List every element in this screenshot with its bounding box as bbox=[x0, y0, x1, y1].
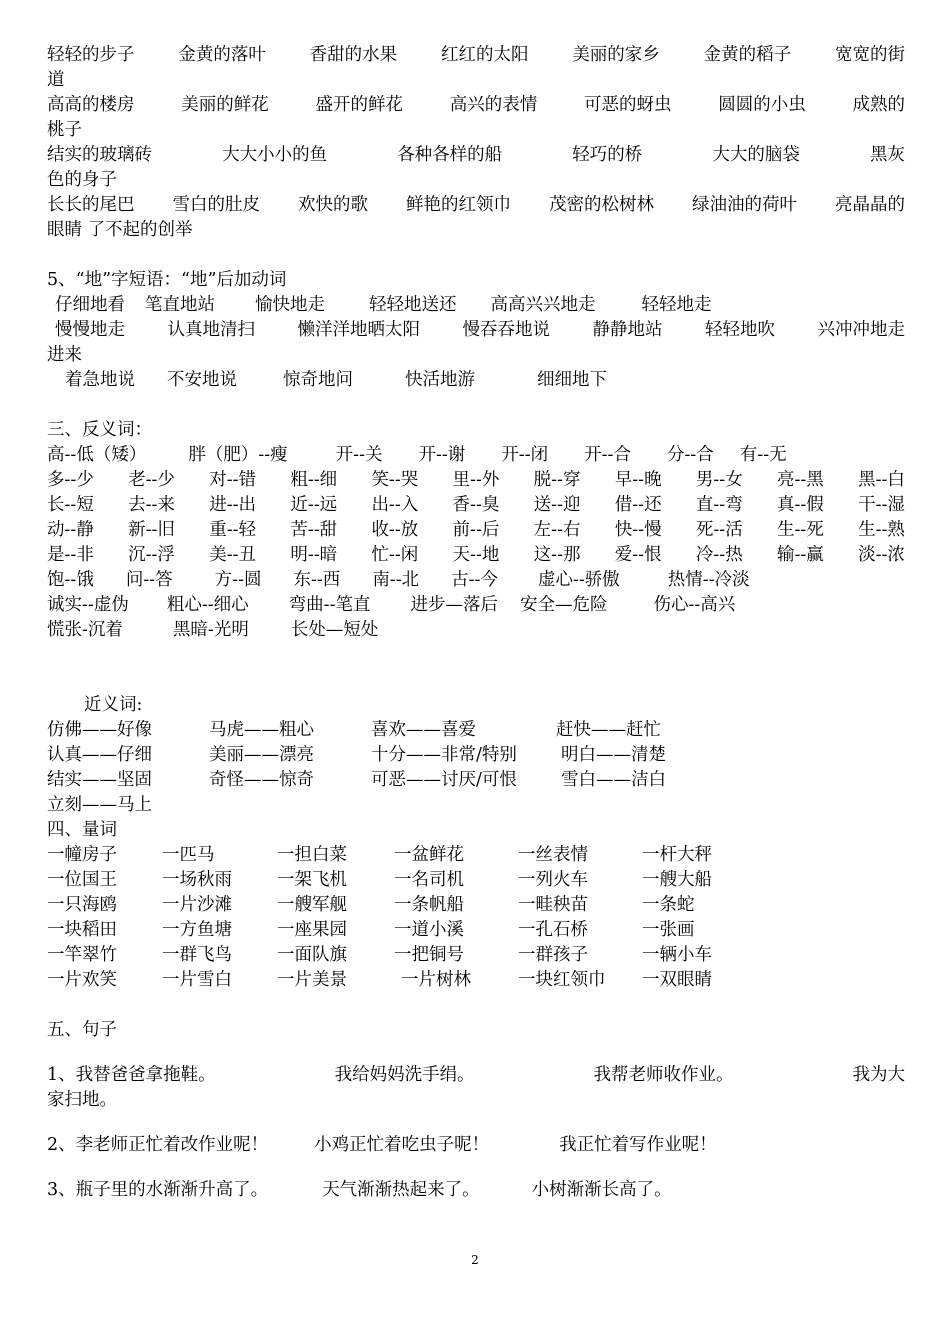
phrase: 高高的楼房 bbox=[47, 95, 135, 115]
synonym-row-3 bbox=[47, 768, 761, 793]
phrase: 金黄的稻子 bbox=[703, 45, 792, 65]
measure-phrase: 一条帆船 bbox=[394, 895, 464, 915]
antonym-pair: 伤心--高兴 bbox=[653, 595, 736, 615]
synonym-pair: 可恶——讨厌/可恨 bbox=[371, 770, 517, 790]
measure-phrase: 一群孩子 bbox=[518, 945, 588, 965]
phrase: 兴冲冲地走 bbox=[817, 320, 905, 340]
measure-phrase: 一把铜号 bbox=[394, 945, 464, 965]
phrase: 高兴的表情 bbox=[449, 95, 538, 115]
antonym-pair: 东--西 bbox=[293, 570, 341, 590]
antonym-pair: 香--臭 bbox=[452, 495, 500, 515]
antonym-pair: 脱--穿 bbox=[533, 470, 581, 490]
section-heading-sentences: 五、句子 bbox=[47, 1020, 117, 1040]
di-row-2-cont: 进来 bbox=[47, 345, 82, 365]
antonym-pair: 苦--甜 bbox=[290, 520, 338, 540]
measure-phrase: 一张画 bbox=[642, 920, 695, 940]
sentence: 我为大 bbox=[852, 1065, 905, 1085]
synonym-row-2 bbox=[47, 743, 761, 768]
page-number: 2 bbox=[471, 1253, 479, 1267]
synonym-pair: 马虎——粗心 bbox=[209, 720, 314, 740]
measure-phrase: 一担白菜 bbox=[277, 845, 347, 865]
antonym-pair: 安全—危险 bbox=[519, 595, 608, 615]
measure-phrase: 一孔石桥 bbox=[518, 920, 588, 940]
measure-phrase: 一艘军舰 bbox=[277, 895, 347, 915]
measure-row-3 bbox=[47, 893, 762, 918]
antonym-pair: 冷--热 bbox=[695, 545, 743, 565]
antonym-pair: 直--弯 bbox=[695, 495, 743, 515]
synonym-pair: 认真——仔细 bbox=[47, 745, 152, 765]
antonym-pair: 男--女 bbox=[695, 470, 743, 490]
measure-phrase: 一双眼睛 bbox=[642, 970, 712, 990]
antonym-row-1 bbox=[47, 443, 821, 468]
synonym-pair: 仿佛——好像 bbox=[47, 720, 152, 740]
sentence: 小鸡正忙着吃虫子呢！ bbox=[314, 1135, 490, 1155]
sentence: 我给妈妈洗手绢。 bbox=[334, 1065, 475, 1085]
antonym-pair: 亮--黑 bbox=[776, 470, 824, 490]
antonym-row-2 bbox=[47, 468, 905, 493]
antonym-pair: 粗--细 bbox=[290, 470, 338, 490]
antonym-pair: 诚实--虚伪 bbox=[47, 595, 129, 615]
antonym-row-6 bbox=[47, 568, 784, 593]
antonym-pair: 胖（肥）--瘦 bbox=[188, 445, 288, 465]
antonym-pair: 生--熟 bbox=[858, 520, 905, 540]
antonym-pair: 天--地 bbox=[452, 545, 500, 565]
antonym-pair: 开--合 bbox=[584, 445, 631, 465]
measure-phrase: 一块稻田 bbox=[47, 920, 117, 940]
measure-phrase: 一面队旗 bbox=[277, 945, 347, 965]
phrase: 香甜的水果 bbox=[309, 45, 398, 65]
antonym-pair: 收--放 bbox=[371, 520, 419, 540]
antonym-pair: 饱--饿 bbox=[47, 570, 94, 590]
antonym-pair: 老--少 bbox=[128, 470, 175, 490]
antonym-pair: 输--赢 bbox=[776, 545, 824, 565]
phrase: 惊奇地问 bbox=[283, 370, 353, 390]
measure-phrase: 一场秋雨 bbox=[162, 870, 232, 890]
phrase: 静静地站 bbox=[592, 320, 663, 340]
sentence-1 bbox=[47, 1063, 905, 1088]
antonym-pair: 弯曲--笔直 bbox=[288, 595, 371, 615]
phrase: 认真地清扫 bbox=[167, 320, 255, 340]
phrase: 美丽的家乡 bbox=[572, 45, 660, 65]
phrase: 亮晶晶的 bbox=[835, 195, 905, 215]
measure-phrase: 一块红领巾 bbox=[518, 970, 606, 990]
antonym-pair: 忙--闲 bbox=[371, 545, 419, 565]
phrase: 红红的太阳 bbox=[440, 45, 529, 65]
phrase: 细细地下 bbox=[537, 370, 607, 390]
antonym-pair: 方--圆 bbox=[214, 570, 262, 590]
synonym-pair: 立刻——马上 bbox=[47, 795, 152, 815]
antonym-pair: 出--入 bbox=[371, 495, 419, 515]
di-row-2 bbox=[55, 318, 905, 343]
antonym-pair: 多--少 bbox=[47, 470, 94, 490]
measure-row-2 bbox=[47, 868, 762, 893]
measure-phrase: 一列火车 bbox=[518, 870, 588, 890]
phrase: 轻轻地走 bbox=[641, 295, 712, 315]
antonym-pair: 快--慢 bbox=[614, 520, 662, 540]
adj-row-4-cont: 眼睛 了不起的创举 bbox=[47, 220, 193, 240]
antonym-pair: 有--无 bbox=[739, 445, 787, 465]
synonym-pair: 喜欢——喜爱 bbox=[371, 720, 476, 740]
antonym-pair: 淡--浓 bbox=[858, 545, 905, 565]
synonym-pair: 雪白——洁白 bbox=[561, 770, 666, 790]
phrase: 慢慢地走 bbox=[55, 320, 125, 340]
measure-row-5 bbox=[47, 943, 762, 968]
phrase: 轻巧的桥 bbox=[572, 145, 643, 165]
measure-phrase: 一艘大船 bbox=[642, 870, 712, 890]
phrase: 懒洋洋地晒太阳 bbox=[297, 320, 420, 340]
section-heading-measure-words: 四、量词 bbox=[47, 820, 117, 840]
sentence: 我帮老师收作业。 bbox=[593, 1065, 734, 1085]
adj-row-2 bbox=[47, 93, 905, 118]
measure-phrase: 一片美景 bbox=[277, 970, 347, 990]
adj-row-3-cont: 色的身子 bbox=[47, 170, 117, 190]
antonym-pair: 死--活 bbox=[695, 520, 743, 540]
synonym-pair: 赶快——赶忙 bbox=[556, 720, 661, 740]
antonym-pair: 南--北 bbox=[372, 570, 420, 590]
sentence: 1、我替爸爸拿拖鞋。 bbox=[47, 1065, 216, 1085]
phrase: 大大小小的鱼 bbox=[222, 145, 328, 165]
antonym-pair: 送--迎 bbox=[533, 495, 581, 515]
phrase: 愉快地走 bbox=[255, 295, 325, 315]
adj-row-4 bbox=[47, 193, 905, 218]
phrase: 欢快的歌 bbox=[298, 195, 368, 215]
phrase: 金黄的落叶 bbox=[178, 45, 266, 65]
adj-row-1 bbox=[47, 43, 905, 68]
measure-phrase: 一片树林 bbox=[401, 970, 471, 990]
antonym-pair: 分--合 bbox=[666, 445, 714, 465]
antonym-row-4 bbox=[47, 518, 905, 543]
antonym-pair: 虚心--骄傲 bbox=[537, 570, 620, 590]
antonym-pair: 真--假 bbox=[776, 495, 824, 515]
phrase: 高高兴兴地走 bbox=[490, 295, 596, 315]
antonym-pair: 借--还 bbox=[614, 495, 662, 515]
antonym-pair: 问--答 bbox=[125, 570, 173, 590]
phrase: 仔细地看 bbox=[55, 295, 125, 315]
sentence-2 bbox=[47, 1133, 751, 1158]
measure-phrase: 一丝表情 bbox=[518, 845, 588, 865]
measure-phrase: 一群飞鸟 bbox=[162, 945, 232, 965]
synonym-pair: 明白——清楚 bbox=[561, 745, 666, 765]
antonym-pair: 明--暗 bbox=[290, 545, 338, 565]
antonym-pair: 新--旧 bbox=[128, 520, 175, 540]
measure-phrase: 一盆鲜花 bbox=[394, 845, 464, 865]
phrase: 美丽的鲜花 bbox=[181, 95, 269, 115]
measure-phrase: 一片欢笑 bbox=[47, 970, 117, 990]
adj-row-1-cont: 道 bbox=[47, 70, 65, 90]
measure-phrase: 一架飞机 bbox=[277, 870, 347, 890]
antonym-pair: 古--今 bbox=[451, 570, 498, 590]
phrase: 慢吞吞地说 bbox=[462, 320, 550, 340]
phrase: 轻轻地送还 bbox=[369, 295, 457, 315]
antonym-pair: 黑--白 bbox=[858, 470, 905, 490]
phrase: 绿油油的荷叶 bbox=[692, 195, 797, 215]
measure-phrase: 一竿翠竹 bbox=[47, 945, 117, 965]
synonym-row-1 bbox=[47, 718, 756, 743]
phrase: 宽宽的街 bbox=[834, 45, 905, 65]
measure-phrase: 一匹马 bbox=[162, 845, 215, 865]
di-row-3 bbox=[65, 368, 641, 393]
antonym-pair: 生--死 bbox=[776, 520, 824, 540]
sentence-1-cont: 家扫地。 bbox=[47, 1090, 117, 1110]
antonym-pair: 左--右 bbox=[533, 520, 581, 540]
antonym-row-8 bbox=[47, 618, 412, 643]
sentence: 天气渐渐热起来了。 bbox=[322, 1180, 480, 1200]
sentence: 2、李老师正忙着改作业呢！ bbox=[47, 1135, 269, 1155]
phrase: 盛开的鲜花 bbox=[315, 95, 403, 115]
phrase: 圆圆的小虫 bbox=[718, 95, 806, 115]
antonym-pair: 这--那 bbox=[533, 545, 581, 565]
antonym-pair: 开--谢 bbox=[418, 445, 466, 465]
antonym-pair: 开--闭 bbox=[501, 445, 549, 465]
measure-phrase: 一只海鸥 bbox=[47, 895, 117, 915]
antonym-pair: 长处—短处 bbox=[290, 620, 379, 640]
antonym-pair: 沉--浮 bbox=[128, 545, 175, 565]
adj-row-2-cont: 桃子 bbox=[47, 120, 82, 140]
antonym-pair: 高--低（矮） bbox=[47, 445, 147, 465]
measure-phrase: 一道小溪 bbox=[394, 920, 464, 940]
antonym-row-3 bbox=[47, 493, 905, 518]
synonym-pair: 十分——非常/特别 bbox=[371, 745, 517, 765]
measure-phrase: 一条蛇 bbox=[642, 895, 695, 915]
antonym-pair: 爱--恨 bbox=[614, 545, 662, 565]
synonym-pair: 奇怪——惊奇 bbox=[209, 770, 314, 790]
antonym-row-7 bbox=[47, 593, 769, 618]
antonym-pair: 重--轻 bbox=[209, 520, 257, 540]
phrase: 雪白的肚皮 bbox=[172, 195, 260, 215]
adj-row-3 bbox=[47, 143, 905, 168]
antonym-pair: 动--静 bbox=[47, 520, 94, 540]
antonym-pair: 近--远 bbox=[290, 495, 338, 515]
phrase: 着急地说 bbox=[65, 370, 135, 390]
sentence: 我正忙着写作业呢！ bbox=[559, 1135, 717, 1155]
measure-phrase: 一片雪白 bbox=[162, 970, 232, 990]
phrase: 结实的玻璃砖 bbox=[47, 145, 152, 165]
section-heading-synonyms: 近义词: bbox=[84, 695, 143, 715]
antonym-pair: 黑暗-光明 bbox=[172, 620, 249, 640]
antonym-pair: 热情--冷淡 bbox=[667, 570, 750, 590]
antonym-pair: 早--晚 bbox=[614, 470, 662, 490]
phrase: 长长的尾巴 bbox=[47, 195, 135, 215]
antonym-pair: 美--丑 bbox=[209, 545, 257, 565]
measure-phrase: 一辆小车 bbox=[642, 945, 712, 965]
phrase: 茂密的松树林 bbox=[549, 195, 654, 215]
measure-row-6 bbox=[47, 968, 762, 993]
measure-phrase: 一名司机 bbox=[394, 870, 464, 890]
section-heading-di: 5、“地”字短语：“地”后加动词 bbox=[47, 270, 287, 290]
phrase: 黑灰 bbox=[869, 145, 905, 165]
measure-phrase: 一幢房子 bbox=[47, 845, 117, 865]
measure-row-4 bbox=[47, 918, 762, 943]
sentence-3 bbox=[47, 1178, 706, 1203]
phrase: 大大的脑袋 bbox=[712, 145, 800, 165]
phrase: 快活地游 bbox=[405, 370, 475, 390]
antonym-pair: 开--关 bbox=[335, 445, 383, 465]
synonym-pair: 结实——坚固 bbox=[47, 770, 152, 790]
measure-phrase: 一片沙滩 bbox=[162, 895, 232, 915]
phrase: 各种各样的船 bbox=[397, 145, 503, 165]
measure-phrase: 一位国王 bbox=[47, 870, 117, 890]
antonym-pair: 慌张-沉着 bbox=[47, 620, 123, 640]
measure-row-1 bbox=[47, 843, 762, 868]
antonym-pair: 对--错 bbox=[209, 470, 257, 490]
measure-phrase: 一方鱼塘 bbox=[162, 920, 232, 940]
antonym-pair: 进--出 bbox=[209, 495, 257, 515]
sentence: 小树渐渐长高了。 bbox=[531, 1180, 672, 1200]
phrase: 成熟的 bbox=[852, 95, 905, 115]
antonym-pair: 是--非 bbox=[47, 545, 94, 565]
phrase: 轻轻的步子 bbox=[47, 45, 135, 65]
measure-phrase: 一座果园 bbox=[277, 920, 347, 940]
measure-phrase: 一畦秧苗 bbox=[518, 895, 588, 915]
antonym-pair: 长--短 bbox=[47, 495, 94, 515]
antonym-pair: 前--后 bbox=[452, 520, 500, 540]
antonym-pair: 去--来 bbox=[128, 495, 175, 515]
phrase: 不安地说 bbox=[167, 370, 237, 390]
sentence: 3、瓶子里的水渐渐升高了。 bbox=[47, 1180, 269, 1200]
antonym-pair: 干--湿 bbox=[858, 495, 905, 515]
phrase: 笔直地站 bbox=[145, 295, 215, 315]
di-row-1 bbox=[55, 293, 746, 318]
phrase: 轻轻地吹 bbox=[705, 320, 775, 340]
antonym-pair: 粗心--细心 bbox=[166, 595, 249, 615]
phrase: 可恶的蚜虫 bbox=[584, 95, 672, 115]
measure-phrase: 一杆大秤 bbox=[642, 845, 712, 865]
synonym-row-4 bbox=[47, 793, 152, 818]
synonym-pair: 美丽——漂亮 bbox=[209, 745, 314, 765]
section-heading-antonyms: 三、反义词： bbox=[47, 420, 152, 440]
phrase: 鲜艳的红领巾 bbox=[406, 195, 511, 215]
antonym-pair: 笑--哭 bbox=[371, 470, 419, 490]
antonym-pair: 里--外 bbox=[452, 470, 500, 490]
antonym-pair: 进步—落后 bbox=[410, 595, 498, 615]
antonym-row-5 bbox=[47, 543, 905, 568]
